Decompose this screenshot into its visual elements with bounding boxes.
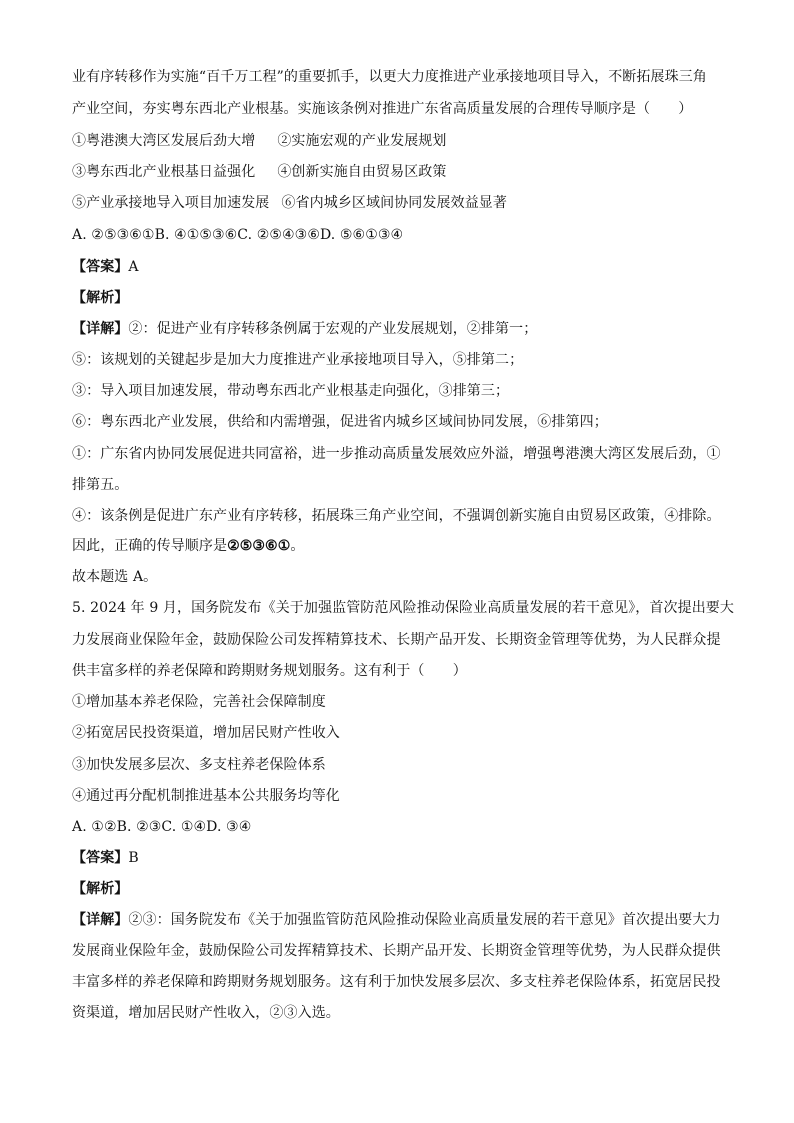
q4-detail-2: ⑤：该规划的关键起步是加大力度推进产业承接地项目导入，⑤排第二； (72, 352, 524, 368)
q4-item-5: ⑤产业承接地导入项目加速发展 (72, 195, 270, 211)
q4-conclusion-prefix: 因此，正确的传导顺序是 (72, 538, 228, 554)
q4-stem-line-2: 产业空间，夯实粤东西北产业根基。实施该条例对推进广东省高质量发展的合理传导顺序是（ ） (72, 101, 693, 117)
q5-item-4: ④通过再分配机制推进基本公共服务均等化 (72, 788, 340, 804)
q4-analysis-label (72, 289, 732, 307)
q4-analysis-tag: 【解析】 (72, 290, 129, 306)
q4-items-row-2 (72, 163, 732, 181)
q5-options: A. ①②B. ②③C. ①④D. ③④ (72, 819, 252, 835)
q4-item-6: ⑥省内城乡区域间协同发展效益显著 (281, 195, 508, 211)
q4-detail-3: ③：导入项目加速发展，带动粤东西北产业根基走向强化，③排第三； (72, 383, 510, 399)
q4-item-2: ②实施宏观的产业发展规划 (277, 133, 447, 149)
q4-items-row-1 (72, 132, 732, 150)
q4-item-4: ④创新实施自由贸易区政策 (277, 164, 447, 180)
q4-detail-1 (72, 320, 732, 338)
q4-answer-value: A (128, 259, 139, 275)
q4-detail-tag: 【详解】 (72, 321, 129, 337)
q5-detail-1-text: ②③：国务院发布《关于加强监管防范风险推动保险业高质量发展的若干意见》首次提出要大力 (128, 912, 721, 928)
q5-answer-value: B (128, 850, 139, 866)
q4-conclusion-suffix: 。 (290, 538, 305, 554)
q5-stem-line-1: 5. 2024 年 9 月，国务院发布《关于加强监管防范风险推动保险业高质量发展的若干意见》，首次提出要大 (72, 600, 734, 616)
q4-detail-5b: 排第五。 (72, 477, 129, 493)
q4-conclusion-sequence: ②⑤③⑥① (227, 538, 291, 554)
q5-detail-3: 丰富多样的养老保障和跨期财务规划服务。这有利于加快发展多层次、多支柱养老保险体系，拓宽居民投 (72, 974, 721, 990)
q4-answer (72, 258, 732, 276)
q5-item-1: ①增加基本养老保险，完善社会保障制度 (72, 694, 326, 710)
q5-analysis-label (72, 880, 732, 898)
q4-item-3: ③粤东西北产业根基日益强化 (72, 164, 256, 180)
q4-stem-line-1: 业有序转移作为实施“百千万工程”的重要抓手，以更大力度推进产业承接地项目导入，不断拓展珠三角 (72, 69, 707, 85)
q5-detail-4: 资渠道，增加居民财产性收入，②③入选。 (72, 1005, 340, 1021)
q4-detail-5a: ①：广东省内协同发展促进共同富裕，进一步推动高质量发展效应外溢，增强粤港澳大湾区发展后劲，① (72, 446, 721, 462)
q4-detail-6: ④：该条例是促进广东产业有序转移，拓展珠三角产业空间，不强调创新实施自由贸易区政策，④排除。 (72, 508, 721, 524)
q5-answer-label: 【答案】 (72, 850, 129, 866)
q5-detail-1 (72, 911, 732, 929)
q4-items-row-3 (72, 194, 732, 212)
q5-answer (72, 849, 732, 867)
q5-item-3: ③加快发展多层次、多支柱养老保险体系 (72, 757, 326, 773)
q5-detail-2: 发展商业保险年金，鼓励保险公司发挥精算技术、长期产品开发、长期资金管理等优势，为人民群众提供 (72, 943, 721, 959)
q4-detail-1-text: ②：促进产业有序转移条例属于宏观的产业发展规划，②排第一； (128, 321, 538, 337)
q4-conclusion (72, 537, 732, 555)
q5-detail-tag: 【详解】 (72, 912, 129, 928)
q4-final: 故本题选 A。 (72, 569, 158, 585)
q5-item-2: ②拓宽居民投资渠道，增加居民财产性收入 (72, 725, 340, 741)
q4-answer-label: 【答案】 (72, 259, 129, 275)
q5-analysis-tag: 【解析】 (72, 881, 129, 897)
q4-detail-4: ⑥：粤东西北产业发展，供给和内需增强，促进省内城乡区域间协同发展，⑥排第四； (72, 414, 608, 430)
q5-stem-line-2: 力发展商业保险年金，鼓励保险公司发挥精算技术、长期产品开发、长期资金管理等优势，为人民群众提 (72, 632, 721, 648)
q4-options: A. ②⑤③⑥①B. ④①⑤③⑥C. ②⑤④③⑥D. ⑤⑥①③④ (72, 227, 404, 243)
q4-item-1: ①粤港澳大湾区发展后劲大增 (72, 133, 256, 149)
q5-stem-line-3: 供丰富多样的养老保障和跨期财务规划服务。这有利于（ ） (72, 663, 467, 679)
